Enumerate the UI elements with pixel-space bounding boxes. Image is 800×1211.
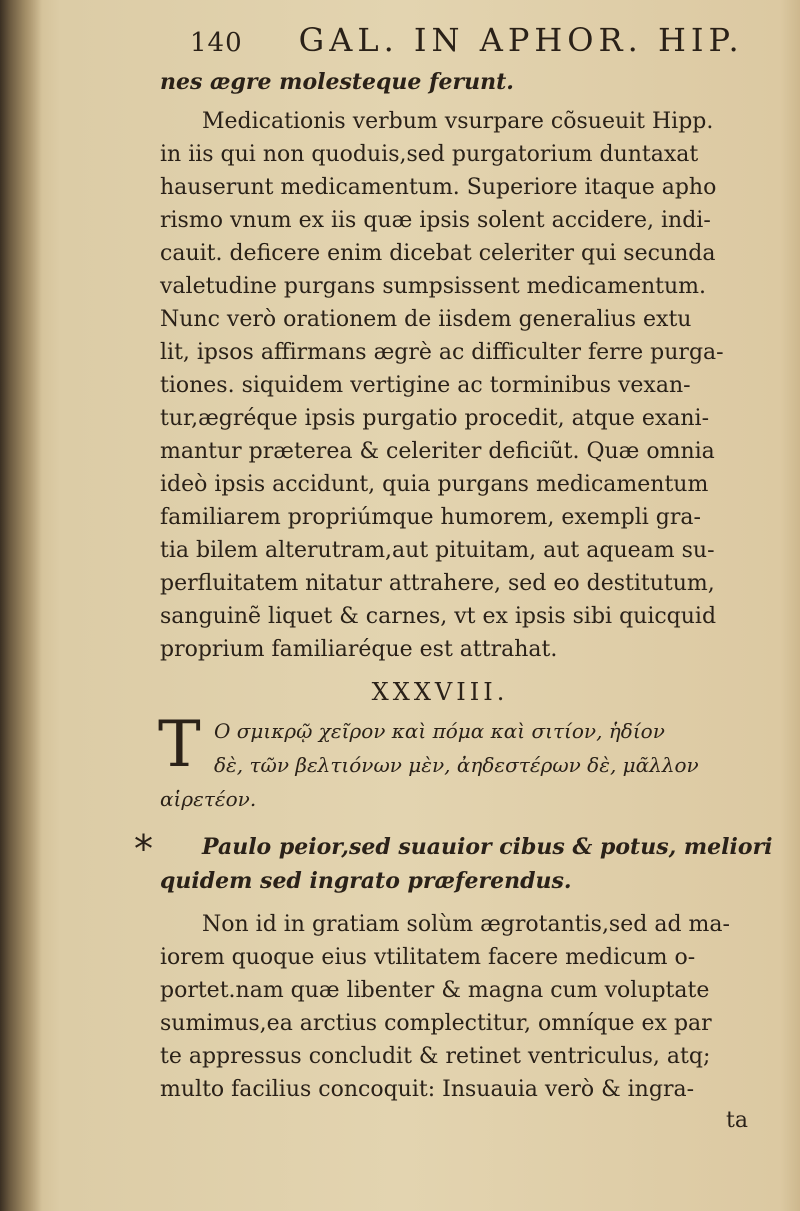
running-title: GAL. IN APHOR. HIP. (298, 21, 744, 59)
text-line: hauserunt medicamentum. Superiore itaque apho (160, 175, 717, 200)
latin-translation (134, 827, 773, 898)
text-line: sumimus,ea arctius complectitur, omníque ex par (160, 1011, 712, 1036)
page-number: 140 (190, 28, 243, 58)
text-line: in iis qui non quoduis,sed purgatorium duntaxat (160, 142, 699, 167)
aphorism-number: XXXVIII. (371, 678, 509, 706)
commentary-paragraph-1 (160, 105, 760, 666)
book-spine (0, 0, 42, 1211)
text-line: familiarem propriúmque humorem, exempli gra- (160, 505, 701, 530)
text-line: perfluitatem nitatur attrahere, sed eo destitutum, (160, 571, 715, 596)
text-line: proprium familiaréque est attrahat. (160, 637, 558, 662)
text-line: ideò ipsis accidunt, quia purgans medicamentum (160, 472, 709, 497)
text-line: rismo vnum ex iis quæ ipsis solent accidere, indi- (160, 208, 711, 233)
text-line: portet.nam quæ libenter & magna cum voluptate (160, 978, 710, 1003)
running-head (190, 18, 760, 65)
text-line: Nunc verò orationem de iisdem generalius extu (160, 307, 692, 332)
asterisk-marker: * (134, 827, 153, 871)
catchword: ta (726, 1108, 748, 1133)
text-line: tia bilem alterutram,aut pituitam, aut aqueam su- (160, 538, 715, 563)
text-line: te appressus concludit & retinet ventriculus, atq; (160, 1044, 711, 1069)
text-line: tiones. siquidem vertigine ac torminibus vexan- (160, 373, 691, 398)
text-line: multo facilius concoquit: Insuauia verò & ingra- (160, 1077, 695, 1102)
text-line: tur,ægréque ipsis purgatio procedit, atque exani- (160, 406, 710, 431)
greek-aphorism (158, 708, 760, 816)
text-line: valetudine purgans sumpsissent medicamentum. (160, 274, 707, 299)
text-line: Medicationis verbum vsurpare cõsueuit Hipp. (202, 109, 714, 134)
text-block (134, 18, 773, 1136)
translation-line: Paulo peior,sed suauior cibus & potus, meliori (202, 834, 773, 860)
commentary-paragraph-2 (160, 908, 760, 1106)
greek-line: δὲ, τῶν βελτιόνων μὲν, ἀηδεστέρων δὲ, μᾶλλον (214, 753, 699, 777)
text-line: mantur præterea & celeriter deficiũt. Quæ omnia (160, 439, 715, 464)
greek-line: αἱρετέον. (160, 787, 257, 811)
translation-line: quidem sed ingrato præferendus. (160, 868, 572, 894)
text-line: lit, ipsos affirmans ægrè ac difficulter ferre purga- (160, 340, 724, 365)
text-line: cauit. deficere enim dicebat celeriter qui secunda (160, 241, 716, 266)
carryover-line: nes ægre molesteque ferunt. (160, 69, 514, 95)
text-line: iorem quoque eius vtilitatem facere medicum o- (160, 945, 696, 970)
drop-cap: T (158, 708, 201, 782)
text-line: Non id in gratiam solùm ægrotantis,sed ad ma- (202, 912, 730, 937)
greek-line: O σμικρῷ χεῖρον καὶ πόμα καὶ σιτίον, ἡδίον (214, 719, 665, 743)
text-line: sanguinẽ liquet & carnes, vt ex ipsis sibi quicquid (160, 604, 717, 629)
